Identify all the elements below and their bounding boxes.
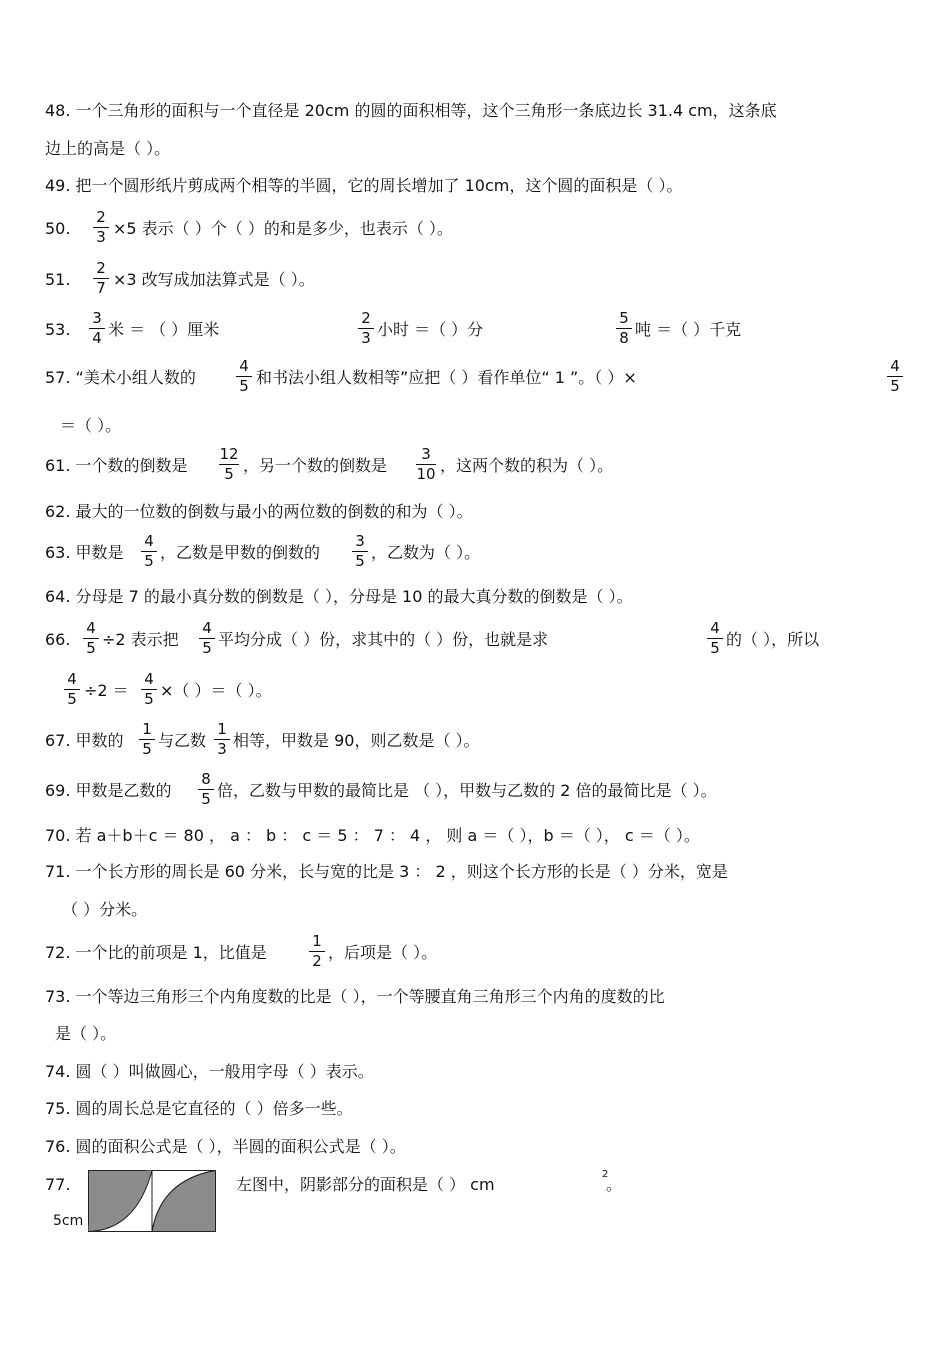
question-51-text: ×3 改写成加法算式是（ ）。 <box>113 270 315 289</box>
fraction-4-5: 4 5 <box>196 620 218 657</box>
question-62: 62. 最大的一位数的倒数与最小的两位数的倒数的和为（ ）。 <box>45 502 473 521</box>
question-53-number: 53. <box>45 320 71 339</box>
shaded-area-figure <box>88 1170 216 1232</box>
superscript-2: 2 <box>602 1169 609 1180</box>
fraction-2-3: 2 3 <box>355 310 377 347</box>
fraction-3-10: 3 10 <box>416 445 436 483</box>
question-66-number: 66. <box>45 630 71 649</box>
question-73-line2: 是（ ）。 <box>55 1024 117 1043</box>
fraction-1-3: 1 3 <box>211 721 233 758</box>
question-61-end: ，这两个数的积为（ ）。 <box>440 456 614 475</box>
question-77-end: 。 <box>606 1175 623 1194</box>
question-74: 74. 圆（ ）叫做圆心，一般用字母（ ）表示。 <box>45 1062 374 1081</box>
question-75: 75. 圆的周长总是它直径的（ ）倍多一些。 <box>45 1099 353 1118</box>
fraction-4-5: 4 5 <box>61 671 83 708</box>
question-53-part3: 吨 ＝（ ）千克 <box>635 320 742 339</box>
question-71-line1: 71. 一个长方形的周长是 60 分米，长与宽的比是 3 ： 2 ，则这个长方形的长是（ ）分米，宽是 <box>45 862 728 881</box>
question-66-part1: ÷2 表示把 <box>102 630 179 649</box>
fraction-4-5: 4 5 <box>884 358 906 395</box>
question-71-line2: （ ）分米。 <box>62 900 148 919</box>
fraction-4-5: 4 5 <box>704 620 726 657</box>
question-66-part2: 平均分成（ ）份，求其中的（ ）份，也就是求 <box>218 630 549 649</box>
fraction-1-5: 1 5 <box>136 721 158 758</box>
question-67-start: 67. 甲数的 <box>45 731 124 750</box>
question-48-line1: 48. 一个三角形的面积与一个直径是 20cm 的圆的面积相等，这个三角形一条底边长 31.4 cm，这条底 <box>45 101 777 120</box>
question-63-end: ，乙数为（ ）。 <box>371 543 481 562</box>
question-57-start: 57. “美术小组人数的 <box>45 368 196 387</box>
question-76: 76. 圆的面积公式是（ ），半圆的面积公式是（ ）。 <box>45 1137 406 1156</box>
fraction-5-8: 5 8 <box>613 310 635 347</box>
question-53-part1: 米 ＝ （ ）厘米 <box>108 320 220 339</box>
question-48-line2: 边上的高是（ ）。 <box>45 139 171 158</box>
fraction-4-5: 4 5 <box>233 358 255 395</box>
question-64: 64. 分母是 7 的最小真分数的倒数是（ ），分母是 10 的最大真分数的倒数是（ ）。 <box>45 587 633 606</box>
question-77-number: 77. <box>45 1175 71 1194</box>
question-72-start: 72. 一个比的前项是 1，比值是 <box>45 943 267 962</box>
figure-dimension-label: 5cm <box>53 1213 84 1229</box>
question-57-middle: 和书法小组人数相等”应把（ ）看作单位“ 1 ”。（ ）× <box>256 368 637 387</box>
fraction-3-4: 3 4 <box>86 310 108 347</box>
question-66-part3: 的（ ），所以 <box>726 630 820 649</box>
fraction-4-5: 4 5 <box>138 671 160 708</box>
question-49: 49. 把一个圆形纸片剪成两个相等的半圆，它的周长增加了 10cm，这个圆的面积是（ ）。 <box>45 176 683 195</box>
question-50-text: ×5 表示（ ）个（ ）的和是多少，也表示（ ）。 <box>113 219 453 238</box>
question-50-number: 50. <box>45 219 71 238</box>
fraction-4-5: 4 5 <box>138 533 160 570</box>
question-66-part4: ÷2 ＝ <box>84 681 129 700</box>
question-67-middle: 与乙数 <box>158 731 207 750</box>
fraction-8-5: 8 5 <box>195 771 217 808</box>
question-63-middle: ，乙数是甲数的倒数的 <box>160 543 321 562</box>
question-69-end: 倍，乙数与甲数的最简比是 （ ），甲数与乙数的 2 倍的最简比是（ ）。 <box>217 781 717 800</box>
question-69-start: 69. 甲数是乙数的 <box>45 781 172 800</box>
fraction-4-5: 4 5 <box>80 620 102 657</box>
question-61-start: 61. 一个数的倒数是 <box>45 456 188 475</box>
question-51-number: 51. <box>45 270 71 289</box>
question-63-start: 63. 甲数是 <box>45 543 124 562</box>
question-61-middle: ，另一个数的倒数是 <box>243 456 388 475</box>
question-72-end: ，后项是（ ）。 <box>328 943 438 962</box>
fraction-1-2: 1 2 <box>306 933 328 970</box>
question-53-part2: 小时 ＝（ ）分 <box>377 320 484 339</box>
fraction-3-5: 3 5 <box>349 533 371 570</box>
fraction-2-7: 2 7 <box>90 260 112 297</box>
question-77-text: 左图中，阴影部分的面积是（ ） cm <box>236 1175 495 1194</box>
question-73-line1: 73. 一个等边三角形三个内角度数的比是（ ），一个等腰直角三角形三个内角的度数的比 <box>45 987 665 1006</box>
question-57-end: ＝（ ）。 <box>60 416 122 435</box>
fraction-12-5: 12 5 <box>219 445 239 483</box>
question-70: 70. 若 a＋b＋c ＝ 80 ， a ： b ： c ＝ 5 ： 7 ： 4 ， 则 a ＝（ ），b ＝（ ）， c ＝（ ）。 <box>45 826 700 845</box>
question-67-end: 相等，甲数是 90，则乙数是（ ）。 <box>233 731 480 750</box>
fraction-2-3: 2 3 <box>90 209 112 246</box>
question-66-part5: ×（ ）＝（ ）。 <box>160 681 272 700</box>
